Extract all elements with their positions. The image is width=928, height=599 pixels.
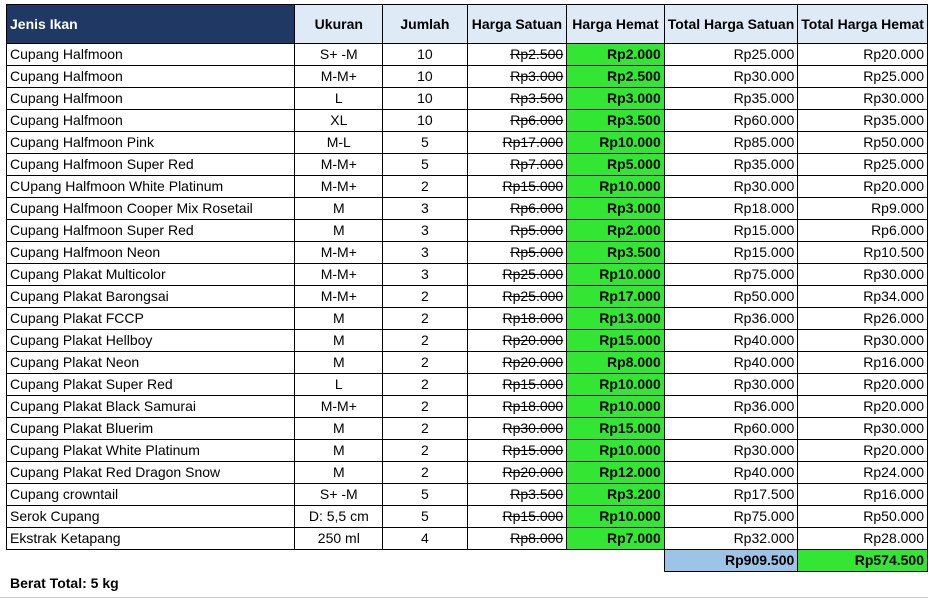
cell-total-harga-hemat: Rp35.000 bbox=[798, 110, 928, 132]
cell-total-harga-satuan: Rp35.000 bbox=[664, 88, 798, 110]
cell-jumlah: 5 bbox=[383, 484, 467, 506]
cell-harga-satuan: Rp7.000 bbox=[467, 154, 567, 176]
cell-jumlah: 5 bbox=[383, 506, 467, 528]
table-row bbox=[7, 88, 928, 110]
table-row bbox=[7, 286, 928, 308]
cell-jenis-ikan: Cupang Halfmoon bbox=[7, 110, 295, 132]
cell-ukuran: 250 ml bbox=[295, 528, 383, 550]
table-row bbox=[7, 506, 928, 528]
cell-harga-hemat: Rp13.000 bbox=[567, 308, 665, 330]
cell-jenis-ikan: Cupang Plakat Hellboy bbox=[7, 330, 295, 352]
table-body bbox=[7, 44, 928, 550]
cell-harga-hemat: Rp15.000 bbox=[567, 330, 665, 352]
cell-harga-hemat: Rp10.000 bbox=[567, 264, 665, 286]
cell-harga-hemat: Rp10.000 bbox=[567, 176, 665, 198]
cell-ukuran: M-M+ bbox=[295, 176, 383, 198]
cell-harga-satuan: Rp3.500 bbox=[467, 484, 567, 506]
cell-jenis-ikan: Cupang Halfmoon Super Red bbox=[7, 154, 295, 176]
cell-total-harga-satuan: Rp50.000 bbox=[664, 286, 798, 308]
cell-jumlah: 5 bbox=[383, 154, 467, 176]
cell-harga-hemat: Rp2.500 bbox=[567, 66, 665, 88]
cell-total-harga-hemat: Rp20.000 bbox=[798, 44, 928, 66]
table-row bbox=[7, 440, 928, 462]
cell-ukuran: M bbox=[295, 198, 383, 220]
cell-jenis-ikan: Serok Cupang bbox=[7, 506, 295, 528]
cell-total-harga-hemat: Rp50.000 bbox=[798, 506, 928, 528]
berat-total: Berat Total: 5 kg bbox=[10, 575, 119, 591]
cell-jumlah: 2 bbox=[383, 462, 467, 484]
cell-harga-satuan: Rp15.000 bbox=[467, 440, 567, 462]
cell-harga-satuan: Rp3.500 bbox=[467, 88, 567, 110]
cell-harga-hemat: Rp3.200 bbox=[567, 484, 665, 506]
cell-ukuran: M-M+ bbox=[295, 264, 383, 286]
cell-total-harga-satuan: Rp30.000 bbox=[664, 440, 798, 462]
cell-harga-satuan: Rp25.000 bbox=[467, 286, 567, 308]
cell-total-harga-hemat: Rp20.000 bbox=[798, 176, 928, 198]
price-table bbox=[6, 4, 928, 572]
cell-harga-satuan: Rp15.000 bbox=[467, 506, 567, 528]
table-row bbox=[7, 462, 928, 484]
cell-jenis-ikan: Ekstrak Ketapang bbox=[7, 528, 295, 550]
cell-total-harga-hemat: Rp25.000 bbox=[798, 154, 928, 176]
cell-jenis-ikan: Cupang Halfmoon bbox=[7, 44, 295, 66]
cell-ukuran: S+ -M bbox=[295, 484, 383, 506]
cell-jumlah: 10 bbox=[383, 110, 467, 132]
cell-jumlah: 2 bbox=[383, 286, 467, 308]
table-row bbox=[7, 66, 928, 88]
cell-ukuran: M bbox=[295, 462, 383, 484]
cell-harga-hemat: Rp10.000 bbox=[567, 506, 665, 528]
cell-harga-hemat: Rp5.000 bbox=[567, 154, 665, 176]
cell-total-harga-satuan: Rp30.000 bbox=[664, 66, 798, 88]
header-ukuran: Ukuran bbox=[295, 5, 383, 44]
cell-harga-hemat: Rp3.500 bbox=[567, 242, 665, 264]
cell-ukuran: M-M+ bbox=[295, 396, 383, 418]
cell-harga-hemat: Rp12.000 bbox=[567, 462, 665, 484]
cell-ukuran: S+ -M bbox=[295, 44, 383, 66]
cell-total-harga-hemat: Rp24.000 bbox=[798, 462, 928, 484]
cell-jenis-ikan: CUpang Halfmoon White Platinum bbox=[7, 176, 295, 198]
cell-jumlah: 2 bbox=[383, 352, 467, 374]
cell-total-harga-satuan: Rp30.000 bbox=[664, 176, 798, 198]
cell-jumlah: 10 bbox=[383, 66, 467, 88]
cell-ukuran: M bbox=[295, 352, 383, 374]
cell-harga-hemat: Rp17.000 bbox=[567, 286, 665, 308]
cell-harga-satuan: Rp25.000 bbox=[467, 264, 567, 286]
cell-ukuran: M-M+ bbox=[295, 66, 383, 88]
cell-jenis-ikan: Cupang Halfmoon Pink bbox=[7, 132, 295, 154]
cell-harga-satuan: Rp20.000 bbox=[467, 330, 567, 352]
cell-harga-satuan: Rp20.000 bbox=[467, 462, 567, 484]
cell-jenis-ikan: Cupang Plakat Bluerim bbox=[7, 418, 295, 440]
cell-harga-satuan: Rp20.000 bbox=[467, 352, 567, 374]
cell-ukuran: M-M+ bbox=[295, 154, 383, 176]
cell-ukuran: M-M+ bbox=[295, 286, 383, 308]
table-row bbox=[7, 198, 928, 220]
cell-total-harga-satuan: Rp60.000 bbox=[664, 110, 798, 132]
cell-total-harga-hemat: Rp26.000 bbox=[798, 308, 928, 330]
cell-harga-satuan: Rp17.000 bbox=[467, 132, 567, 154]
cell-ukuran: M bbox=[295, 418, 383, 440]
cell-harga-hemat: Rp2.000 bbox=[567, 44, 665, 66]
cell-total-harga-satuan: Rp15.000 bbox=[664, 220, 798, 242]
cell-total-harga-satuan: Rp36.000 bbox=[664, 308, 798, 330]
cell-total-harga-satuan: Rp15.000 bbox=[664, 242, 798, 264]
cell-harga-satuan: Rp18.000 bbox=[467, 396, 567, 418]
header-jenis-ikan: Jenis Ikan bbox=[7, 5, 295, 44]
table-row bbox=[7, 308, 928, 330]
header-jumlah: Jumlah bbox=[383, 5, 467, 44]
cell-total-harga-satuan: Rp36.000 bbox=[664, 396, 798, 418]
cell-jenis-ikan: Cupang Plakat White Platinum bbox=[7, 440, 295, 462]
totals-row bbox=[7, 550, 928, 572]
cell-harga-hemat: Rp2.000 bbox=[567, 220, 665, 242]
cell-total-harga-hemat: Rp9.000 bbox=[798, 198, 928, 220]
table-row bbox=[7, 418, 928, 440]
cell-jumlah: 2 bbox=[383, 418, 467, 440]
cell-harga-satuan: Rp18.000 bbox=[467, 308, 567, 330]
cell-total-harga-satuan: Rp30.000 bbox=[664, 374, 798, 396]
cell-harga-satuan: Rp30.000 bbox=[467, 418, 567, 440]
cell-jumlah: 3 bbox=[383, 264, 467, 286]
cell-jumlah: 3 bbox=[383, 198, 467, 220]
cell-total-harga-satuan: Rp35.000 bbox=[664, 154, 798, 176]
cell-jenis-ikan: Cupang Halfmoon bbox=[7, 66, 295, 88]
cell-jumlah: 2 bbox=[383, 374, 467, 396]
total-harga-satuan-sum: Rp909.500 bbox=[664, 550, 798, 572]
cell-harga-hemat: Rp10.000 bbox=[567, 374, 665, 396]
table-row bbox=[7, 396, 928, 418]
cell-jumlah: 3 bbox=[383, 242, 467, 264]
cell-jenis-ikan: Cupang crowntail bbox=[7, 484, 295, 506]
cell-harga-hemat: Rp3.000 bbox=[567, 198, 665, 220]
cell-jumlah: 2 bbox=[383, 308, 467, 330]
cell-total-harga-hemat: Rp20.000 bbox=[798, 396, 928, 418]
header-harga-satuan: Harga Satuan bbox=[467, 5, 567, 44]
table-row bbox=[7, 330, 928, 352]
table-row bbox=[7, 220, 928, 242]
cell-total-harga-hemat: Rp30.000 bbox=[798, 418, 928, 440]
cell-harga-satuan: Rp5.000 bbox=[467, 220, 567, 242]
cell-total-harga-satuan: Rp75.000 bbox=[664, 264, 798, 286]
cell-harga-hemat: Rp15.000 bbox=[567, 418, 665, 440]
cell-jumlah: 2 bbox=[383, 440, 467, 462]
cell-total-harga-hemat: Rp20.000 bbox=[798, 374, 928, 396]
table-row bbox=[7, 110, 928, 132]
cell-harga-satuan: Rp15.000 bbox=[467, 374, 567, 396]
cell-jenis-ikan: Cupang Halfmoon Neon bbox=[7, 242, 295, 264]
cell-harga-hemat: Rp3.000 bbox=[567, 88, 665, 110]
cell-jenis-ikan: Cupang Plakat Barongsai bbox=[7, 286, 295, 308]
cell-total-harga-hemat: Rp30.000 bbox=[798, 88, 928, 110]
cell-jumlah: 2 bbox=[383, 396, 467, 418]
table-row bbox=[7, 352, 928, 374]
cell-jumlah: 2 bbox=[383, 330, 467, 352]
cell-harga-satuan: Rp8.000 bbox=[467, 528, 567, 550]
cell-ukuran: M-M+ bbox=[295, 242, 383, 264]
cell-ukuran: M bbox=[295, 308, 383, 330]
cell-ukuran: L bbox=[295, 374, 383, 396]
cell-jenis-ikan: Cupang Plakat Black Samurai bbox=[7, 396, 295, 418]
cell-total-harga-hemat: Rp6.000 bbox=[798, 220, 928, 242]
cell-total-harga-satuan: Rp32.000 bbox=[664, 528, 798, 550]
cell-harga-satuan: Rp6.000 bbox=[467, 110, 567, 132]
cell-jumlah: 3 bbox=[383, 220, 467, 242]
table-row bbox=[7, 132, 928, 154]
cell-harga-hemat: Rp10.000 bbox=[567, 440, 665, 462]
cell-total-harga-hemat: Rp16.000 bbox=[798, 352, 928, 374]
table-row bbox=[7, 264, 928, 286]
cell-total-harga-hemat: Rp20.000 bbox=[798, 440, 928, 462]
cell-total-harga-hemat: Rp10.500 bbox=[798, 242, 928, 264]
cell-total-harga-hemat: Rp34.000 bbox=[798, 286, 928, 308]
cell-harga-satuan: Rp3.000 bbox=[467, 66, 567, 88]
cell-jenis-ikan: Cupang Plakat Multicolor bbox=[7, 264, 295, 286]
cell-jenis-ikan: Cupang Plakat Neon bbox=[7, 352, 295, 374]
header-total-harga-hemat: Total Harga Hemat bbox=[798, 5, 928, 44]
cell-total-harga-hemat: Rp50.000 bbox=[798, 132, 928, 154]
cell-harga-hemat: Rp3.500 bbox=[567, 110, 665, 132]
cell-total-harga-satuan: Rp40.000 bbox=[664, 462, 798, 484]
cell-harga-hemat: Rp7.000 bbox=[567, 528, 665, 550]
table-row bbox=[7, 154, 928, 176]
table-row bbox=[7, 484, 928, 506]
cell-total-harga-satuan: Rp75.000 bbox=[664, 506, 798, 528]
cell-harga-satuan: Rp5.000 bbox=[467, 242, 567, 264]
cell-total-harga-satuan: Rp17.500 bbox=[664, 484, 798, 506]
header-total-harga-satuan: Total Harga Satuan bbox=[664, 5, 798, 44]
cell-ukuran: L bbox=[295, 88, 383, 110]
cell-total-harga-hemat: Rp28.000 bbox=[798, 528, 928, 550]
cell-jumlah: 4 bbox=[383, 528, 467, 550]
bottom-divider bbox=[0, 597, 928, 598]
table-row bbox=[7, 242, 928, 264]
cell-ukuran: M bbox=[295, 440, 383, 462]
cell-jumlah: 10 bbox=[383, 88, 467, 110]
cell-ukuran: XL bbox=[295, 110, 383, 132]
cell-jenis-ikan: Cupang Halfmoon Cooper Mix Rosetail bbox=[7, 198, 295, 220]
cell-total-harga-satuan: Rp18.000 bbox=[664, 198, 798, 220]
table-row bbox=[7, 528, 928, 550]
cell-ukuran: M bbox=[295, 330, 383, 352]
cell-harga-satuan: Rp6.000 bbox=[467, 198, 567, 220]
cell-ukuran: M-L bbox=[295, 132, 383, 154]
cell-total-harga-satuan: Rp40.000 bbox=[664, 330, 798, 352]
cell-jumlah: 2 bbox=[383, 176, 467, 198]
cell-ukuran: D: 5,5 cm bbox=[295, 506, 383, 528]
cell-harga-hemat: Rp8.000 bbox=[567, 352, 665, 374]
cell-jenis-ikan: Cupang Halfmoon bbox=[7, 88, 295, 110]
cell-jenis-ikan: Cupang Plakat Super Red bbox=[7, 374, 295, 396]
cell-harga-satuan: Rp15.000 bbox=[467, 176, 567, 198]
totals-spacer bbox=[7, 550, 665, 572]
cell-jenis-ikan: Cupang Plakat Red Dragon Snow bbox=[7, 462, 295, 484]
cell-total-harga-satuan: Rp85.000 bbox=[664, 132, 798, 154]
total-harga-hemat-sum: Rp574.500 bbox=[798, 550, 928, 572]
cell-total-harga-hemat: Rp30.000 bbox=[798, 264, 928, 286]
cell-total-harga-hemat: Rp30.000 bbox=[798, 330, 928, 352]
table-row bbox=[7, 44, 928, 66]
cell-jumlah: 10 bbox=[383, 44, 467, 66]
cell-jenis-ikan: Cupang Halfmoon Super Red bbox=[7, 220, 295, 242]
cell-total-harga-hemat: Rp16.000 bbox=[798, 484, 928, 506]
cell-harga-hemat: Rp10.000 bbox=[567, 132, 665, 154]
cell-total-harga-satuan: Rp60.000 bbox=[664, 418, 798, 440]
cell-total-harga-satuan: Rp25.000 bbox=[664, 44, 798, 66]
header-harga-hemat: Harga Hemat bbox=[567, 5, 665, 44]
cell-ukuran: M bbox=[295, 220, 383, 242]
cell-harga-hemat: Rp10.000 bbox=[567, 396, 665, 418]
cell-total-harga-hemat: Rp25.000 bbox=[798, 66, 928, 88]
cell-harga-satuan: Rp2.500 bbox=[467, 44, 567, 66]
cell-total-harga-satuan: Rp40.000 bbox=[664, 352, 798, 374]
table-row bbox=[7, 176, 928, 198]
header-row bbox=[7, 5, 928, 44]
table-row bbox=[7, 374, 928, 396]
cell-jenis-ikan: Cupang Plakat FCCP bbox=[7, 308, 295, 330]
cell-jumlah: 5 bbox=[383, 132, 467, 154]
